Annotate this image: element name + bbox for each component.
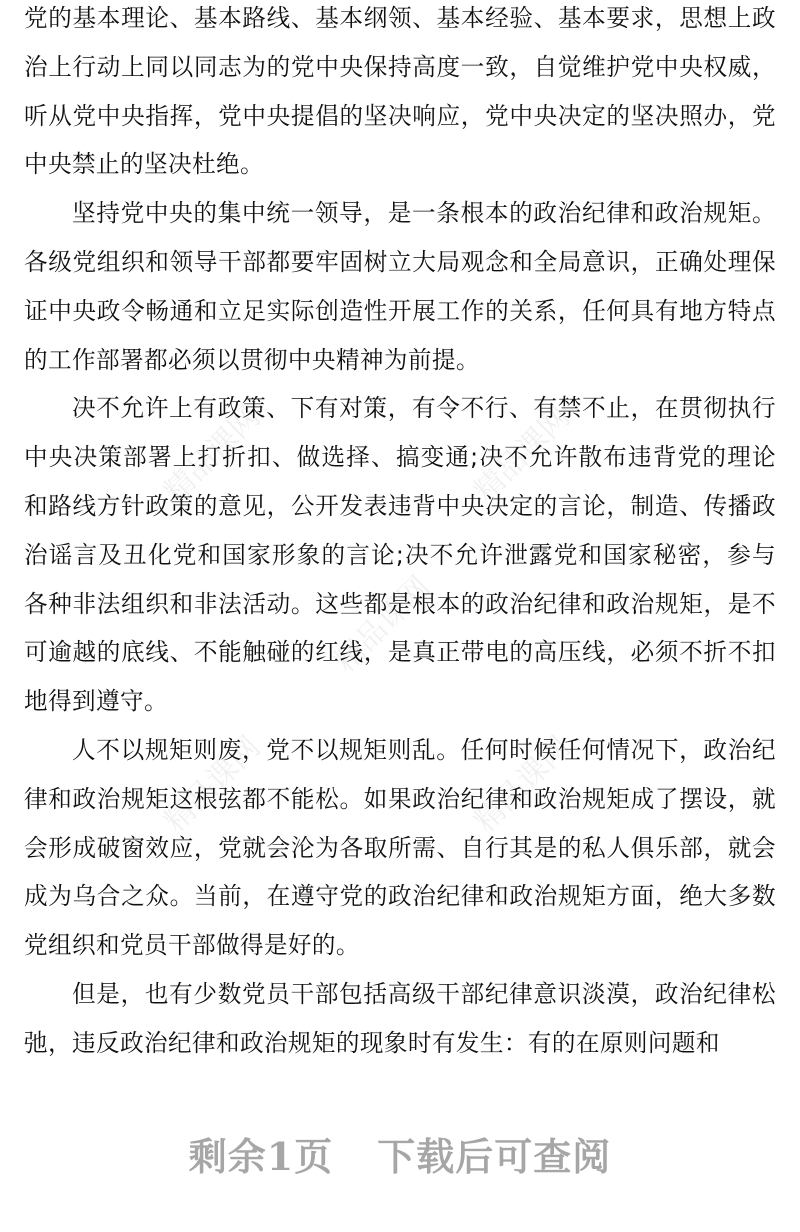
paragraph-4: 人不以规矩则废，党不以规矩则乱。任何时候任何情况下，政治纪律和政治规矩这根弦都不能松。如果政治纪律和政治规矩成了摆设，就会形成破窗效应，党就会沦为各取所需、自行其是的私人俱乐部，就会成为乌合之众。当前，在遵守党的政治纪律和政治规矩方面，绝大多数党组织和党员干部做得是好的。: [24, 735, 776, 960]
download-to-view-label[interactable]: 下载后可查阅: [377, 1134, 612, 1179]
watermark: 精品课网: [157, 399, 268, 510]
remaining-pages-label: 剩余1页: [188, 1134, 334, 1179]
document-body: [24, 0, 776, 1068]
watermark: 精品课网: [157, 729, 268, 840]
paragraph-5: 但是，也有少数党员干部包括高级干部纪律意识淡漠，政治纪律松弛，违反政治纪律和政治规矩的现象时有发生：有的在原则问题和: [24, 979, 776, 1057]
paragraph-1: 党的基本理论、基本路线、基本纲领、基本经验、基本要求，思想上政治上行动上同以同志为的党中央保持高度一致，自觉维护党中央权威，听从党中央指挥，党中央提倡的坚决响应，党中央决定的坚决照办，党中央禁止的坚决杜绝。: [24, 4, 776, 179]
watermark: 精品课网: [327, 569, 438, 680]
watermark: 精品课网: [467, 729, 578, 840]
watermark: 精品课网: [467, 399, 578, 510]
download-prompt-banner[interactable]: [0, 1126, 800, 1181]
paragraph-3: 决不允许上有政策、下有对策，有令不行、有禁不止，在贯彻执行中央决策部署上打折扣、做选择、搞变通;决不允许散布违背党的理论和路线方针政策的意见，公开发表违背中央决定的言论，制造、传播政治谣言及丑化党和国家形象的言论;决不允许泄露党和国家秘密，参与各种非法组织和非法活动。这些都是根本的政治纪律和政治规矩，是不可逾越的底线、不能触碰的红线，是真正带电的高压线，必须不折不扣地得到遵守。: [24, 394, 776, 716]
paragraph-2: 坚持党中央的集中统一领导，是一条根本的政治纪律和政治规矩。各级党组织和领导干部都要牢固树立大局观念和全局意识，正确处理保证中央政令畅通和立足实际创造性开展工作的关系，任何具有地方特点的工作部署都必须以贯彻中央精神为前提。: [24, 199, 776, 374]
